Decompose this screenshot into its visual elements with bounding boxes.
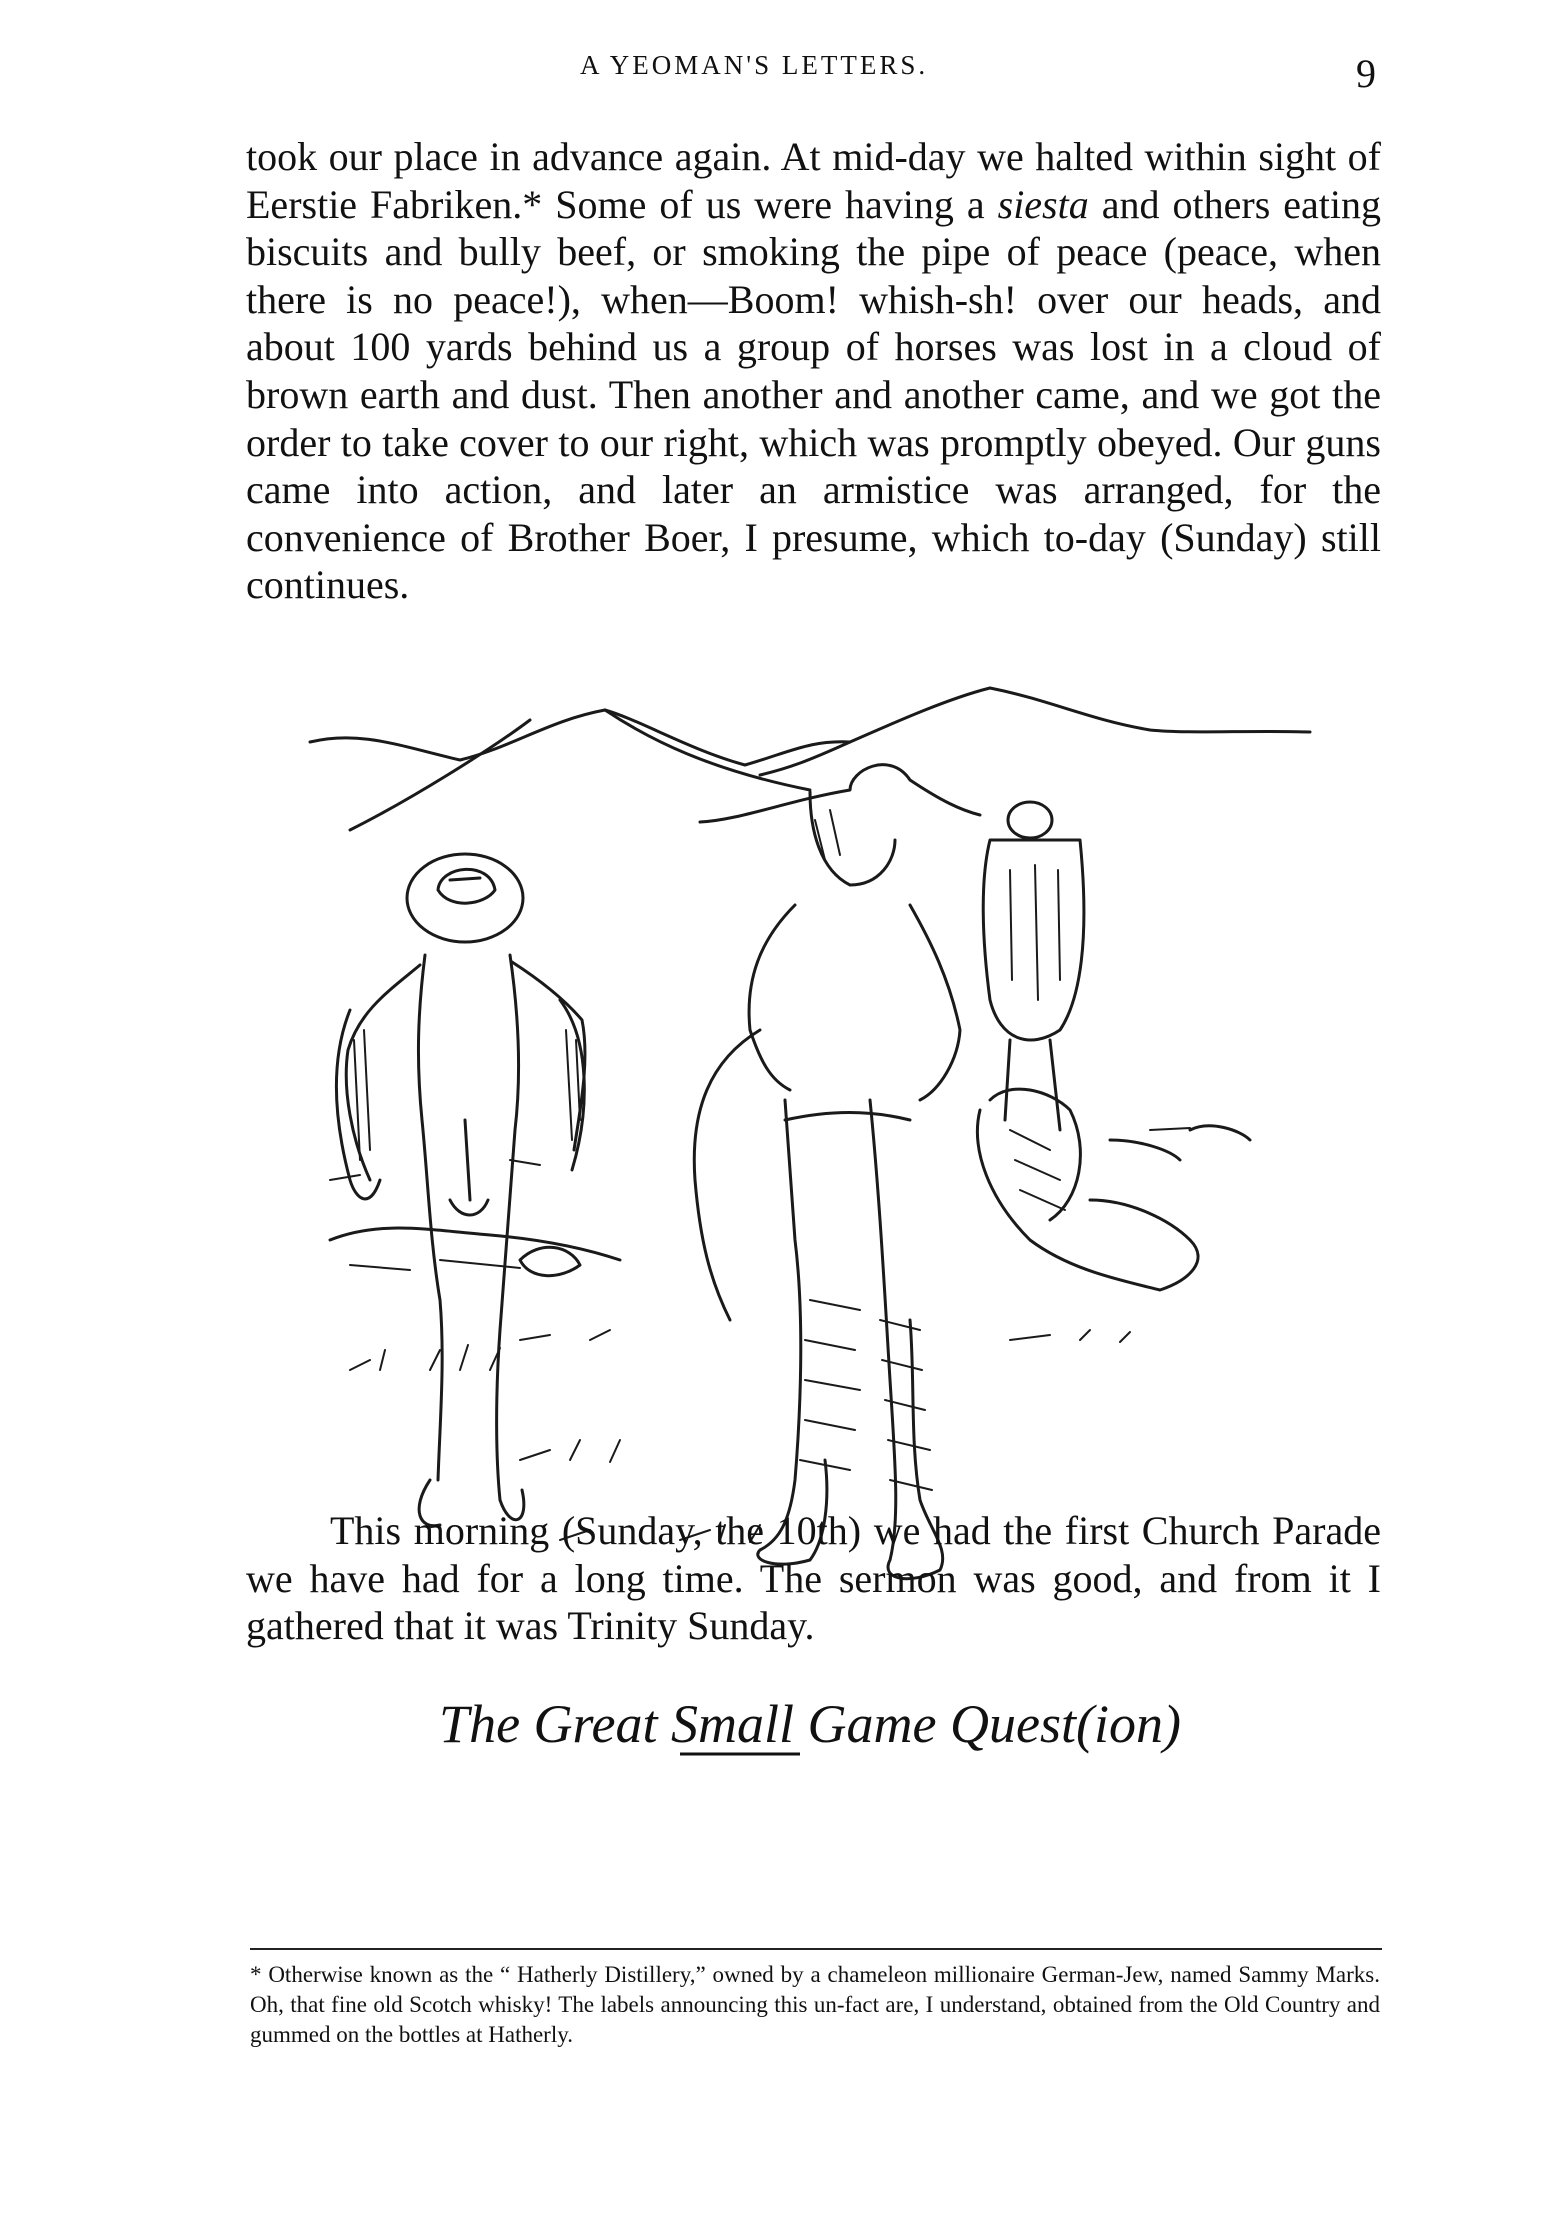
paragraph-2: This morning (Sunday, the 10th) we had the first Church Parade we have had for a long time. The sermon was good, and from it I gathered that it was Trinity Sunday.: [246, 1508, 1381, 1649]
footnote-divider: [250, 1948, 1382, 1950]
ground-clothes-and-grass: [330, 1128, 1190, 1542]
footnote: * Otherwise known as the “ Hatherly Distillery,” owned by a chameleon millionaire German-Jew, named Sammy Marks. Oh, that fine old Scotch whisky! The labels announcing this un-fact are, I understand, obtained from the Old Country and gummed on the bottles at Hatherly.: [250, 1962, 1380, 2047]
handwritten-caption: [360, 1672, 1260, 1782]
paragraph-1-text-a: took our place in advance again. At mid-day we halted within sight of Eerstie Fabriken.* Some of us were having a: [246, 134, 1381, 227]
page-number: 9: [1356, 51, 1376, 96]
running-head: A YEOMAN'S LETTERS.: [580, 50, 929, 80]
paragraph-1-text-b: and others eating biscuits and bully beef, or smoking the pipe of peace (peace, when there is no peace!), when—Boom! whish-sh! over our heads, and about 100 yards behind us a group of horses was lost in a cloud of brown earth and dust. Then another and another came, and we got the order to take cover to our right, which was promptly obeyed. Our guns came into action, and later an armistice was arranged, for the convenience of Brother Boer, I presume, which to-day (Sunday) still continues.: [246, 181, 1382, 608]
paragraph-1: [246, 133, 1381, 609]
paragraph-1-italic-siesta: siesta: [997, 181, 1089, 227]
figure-seated-soldiers: [977, 1089, 1250, 1290]
figure-left-bather: [336, 854, 585, 1526]
figure-right-background: [983, 802, 1084, 1130]
figure-standing-soldier: [694, 765, 980, 1579]
caption-text: The Great Small Game Quest(ion): [439, 1694, 1181, 1754]
